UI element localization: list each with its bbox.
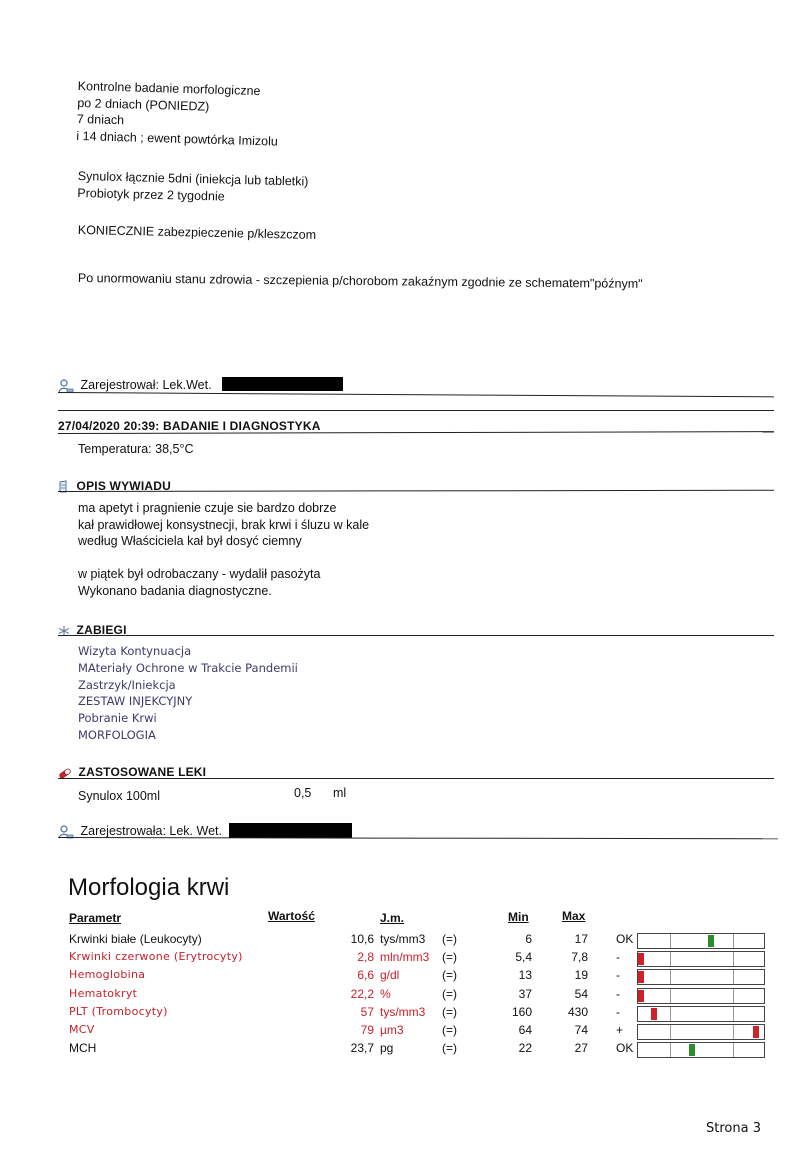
param-eq: (=): [442, 1005, 457, 1019]
interview-heading-label: OPIS WYWIADU: [76, 479, 171, 493]
user-icon: [58, 379, 74, 393]
param-unit: tys/mm3: [380, 1005, 426, 1019]
note-line: po 2 dniach (PONIEDZ): [77, 95, 210, 114]
note-vaccination: Po unormowaniu stanu zdrowia - szczepienia p/chorobom zakaźnym zgodnie ze schematem"późnym": [77, 270, 643, 291]
param-min: 22: [518, 1041, 532, 1055]
divider: [58, 778, 774, 779]
range-bar-segment: [638, 952, 734, 966]
divider: [58, 410, 774, 411]
interview-line: ma apetyt i pragnienie czuje sie bardzo dobrze: [78, 501, 337, 515]
drug-unit: ml: [333, 786, 347, 800]
temperature: Temperatura: 38,5°C: [78, 442, 194, 456]
interview-line: [78, 550, 369, 567]
param-min: 64: [518, 1023, 532, 1037]
param-unit: %: [380, 987, 391, 1001]
morphology-title: Morfologia krwi: [68, 874, 230, 901]
range-bar: [637, 969, 765, 985]
col-header-unit: J.m.: [380, 911, 405, 925]
drugs-heading-label: ZASTOSOWANE LEKI: [78, 765, 207, 779]
param-eq: (=): [442, 987, 457, 1001]
param-value: 79: [360, 1023, 374, 1037]
registered-by-1-label: Zarejestrował: Lek.Wet.: [80, 378, 212, 392]
param-eq: (=): [442, 932, 457, 946]
range-bar-segment: [638, 970, 734, 984]
drug-name: Synulox 100ml: [78, 789, 160, 803]
param-unit: tys/mm3: [380, 932, 426, 946]
range-bar-marker: [638, 990, 644, 1002]
param-max: 19: [574, 968, 588, 982]
param-max: 54: [574, 987, 588, 1001]
note-line: i 14 dniach ; ewent powtórka Imizolu: [76, 128, 279, 149]
param-max: 74: [574, 1023, 588, 1037]
param-max: 17: [574, 932, 588, 946]
param-min: 6: [525, 932, 532, 946]
note-line: Kontrolne badanie morfologiczne: [77, 78, 261, 99]
col-header-max: Max: [562, 909, 586, 923]
visit-header: 27/04/2020 20:39: BADANIE I DIAGNOSTYKA: [58, 419, 321, 433]
param-value: 10,6: [350, 932, 374, 946]
param-flag: OK: [616, 932, 634, 946]
param-eq: (=): [442, 1023, 457, 1037]
col-header-min: Min: [508, 910, 529, 924]
param-max: 430: [567, 1005, 588, 1019]
note-line: Synulox łącznie 5dni (iniekcja lub tabletki): [77, 168, 309, 189]
range-bar-marker: [638, 953, 644, 965]
param-name: Hemoglobina: [69, 968, 146, 981]
param-unit: g/dl: [380, 968, 400, 982]
procedures-list: [78, 643, 298, 744]
param-value: 6,6: [357, 968, 374, 982]
param-eq: (=): [442, 968, 457, 982]
param-value: 57: [360, 1005, 374, 1019]
param-min: 5,4: [515, 950, 532, 964]
param-value: 23,7: [350, 1041, 374, 1055]
col-header-param: Parametr: [69, 911, 122, 925]
note-tick-protection: KONIECZNIE zabezpieczenie p/kleszczom: [77, 222, 317, 242]
param-value: 2,8: [357, 950, 374, 964]
range-bar-marker: [708, 935, 714, 947]
param-min: 37: [518, 987, 532, 1001]
range-bar-segment: [638, 1025, 734, 1039]
param-flag: -: [616, 950, 620, 964]
interview-line: według Właściciela kał był dosyć ciemny: [78, 534, 302, 548]
procedure-item: ZESTAW INJEKCYJNY: [78, 694, 193, 709]
range-bar: [637, 1006, 765, 1022]
param-max: 7,8: [571, 950, 588, 964]
param-eq: (=): [442, 1041, 457, 1055]
range-bar-segment: [638, 989, 734, 1003]
redacted-name-2: [229, 823, 352, 838]
drug-dose: 0,5: [294, 786, 312, 800]
range-bar-marker: [753, 1026, 759, 1038]
param-value: 22,2: [350, 987, 374, 1001]
param-name: Krwinki białe (Leukocyty): [69, 932, 202, 946]
param-eq: (=): [442, 950, 457, 964]
param-flag: -: [616, 1005, 620, 1019]
interview-line: kał prawidłowej konsystnecji, brak krwi i śluzu w kale: [78, 517, 370, 532]
param-flag: OK: [616, 1041, 634, 1055]
registered-by-1: [58, 377, 212, 393]
param-flag: -: [616, 968, 620, 982]
range-bar-marker: [651, 1008, 657, 1020]
redacted-name-1: [222, 377, 343, 391]
param-name: PLT (Trombocyty): [69, 1005, 168, 1018]
divider: [58, 392, 774, 397]
range-bar-segment: [638, 934, 734, 948]
procedure-item: Zastrzyk/Iniekcja: [78, 677, 176, 692]
param-flag: +: [616, 1023, 624, 1037]
col-header-value: Wartość: [268, 909, 315, 923]
param-min: 160: [511, 1005, 532, 1019]
range-bar: [637, 1042, 765, 1058]
note-line: Probiotyk przez 2 tygodnie: [77, 185, 225, 204]
procedure-item: MORFOLOGIA: [78, 727, 156, 742]
procedure-item: Pobranie Krwi: [78, 711, 157, 726]
param-max: 27: [574, 1041, 588, 1055]
param-name: MCH: [69, 1041, 97, 1055]
notes-block-2: [77, 168, 308, 207]
drugs-heading: [58, 765, 206, 779]
range-bar-marker: [689, 1044, 695, 1056]
divider: [58, 490, 774, 492]
range-bar: [637, 988, 765, 1004]
range-bar: [637, 951, 765, 967]
notes-block-1: [76, 78, 279, 150]
procedure-item: MAteriały Ochrone w Trakcie Pandemii: [78, 660, 298, 675]
range-bar-marker: [638, 971, 644, 983]
procedures-heading-label: ZABIEGI: [76, 623, 127, 637]
param-name: MCV: [69, 1023, 95, 1036]
range-bar: [637, 1024, 765, 1040]
param-unit: mln/mm3: [380, 950, 430, 964]
param-name: Krwinki czerwone (Erytrocyty): [69, 950, 243, 963]
registered-by-2-label: Zarejestrowała: Lek. Wet.: [80, 824, 222, 838]
param-unit: pg: [380, 1041, 394, 1055]
param-name: Hematokryt: [69, 987, 138, 1000]
range-bar-segment: [638, 1043, 734, 1057]
interview-text: [78, 500, 369, 599]
param-flag: -: [616, 987, 620, 1001]
interview-line: Wykonano badania diagnostyczne.: [78, 583, 272, 598]
note-line: 7 dniach: [76, 111, 125, 128]
param-unit: µm3: [380, 1023, 404, 1037]
procedure-item: Wizyta Kontynuacja: [78, 644, 192, 658]
page-number: Strona 3: [706, 1121, 761, 1136]
range-bar: [637, 933, 765, 949]
divider: [58, 635, 774, 636]
param-min: 13: [518, 968, 532, 982]
interview-line: w piątek był odrobaczany - wydalił pasożyta: [78, 567, 321, 581]
